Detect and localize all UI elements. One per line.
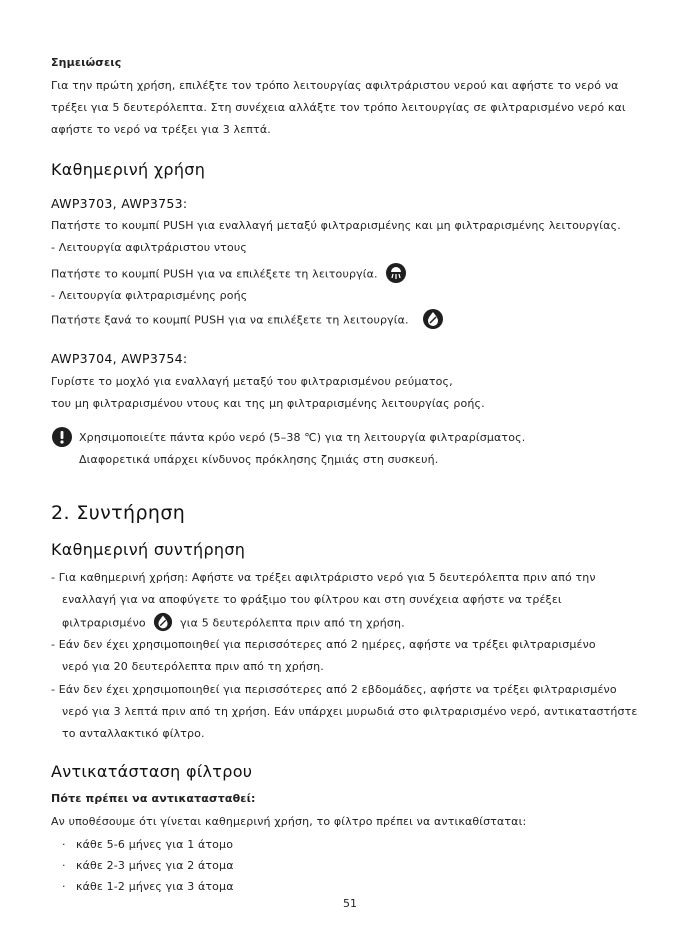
- body-text: για 5 δευτερόλεπτα πριν από τη χρήση.: [180, 616, 405, 630]
- list-item: · κάθε 2-3 μήνες για 2 άτομα: [62, 859, 234, 872]
- bullet: ·: [62, 880, 66, 893]
- unfiltered-shower-icon: [385, 262, 407, 287]
- body-text: Γυρίστε το μοχλό για εναλλαγή μεταξύ του φιλτραρισμένου ρεύματος,: [51, 375, 453, 388]
- sub-heading: Καθημερινή συντήρηση: [51, 540, 246, 559]
- warning-text: Χρησιμοποιείτε πάντα κρύο νερό (5–38 ℃) για τη λειτουργία φιλτραρίσματος.: [79, 431, 526, 444]
- models-heading: AWP3704, AWP3754:: [51, 351, 188, 366]
- body-line-with-icon: [62, 612, 405, 635]
- body-text: νερό για 3 λεπτά πριν από τη χρήση. Εάν υπάρχει μυρωδιά στο φιλτραρισμένο νερό, αντικαταστήστε: [62, 705, 638, 718]
- body-text: - Εάν δεν έχει χρησιμοποιηθεί για περισσότερες από 2 ημέρες, αφήστε να τρέξει φιλτραρισμένο: [51, 638, 596, 651]
- notes-line: αφήστε το νερό να τρέξει για 3 λεπτά.: [51, 123, 271, 136]
- body-text: - Εάν δεν έχει χρησιμοποιηθεί για περισσότερες από 2 εβδομάδες, αφήστε να τρέξει φιλτραρισμένο: [51, 683, 617, 696]
- warning-icon: [51, 426, 73, 451]
- body-text: Πατήστε το κουμπί PUSH για να επιλέξετε τη λειτουργία.: [51, 267, 378, 281]
- bullet: ·: [62, 859, 66, 872]
- notes-title: Σημειώσεις: [51, 56, 122, 69]
- filter-replacement-heading: Αντικατάσταση φίλτρου: [51, 762, 253, 781]
- body-text: νερό για 20 δευτερόλεπτα πριν από τη χρήση.: [62, 660, 324, 673]
- body-text: του μη φιλτραρισμένου ντους και της μη φιλτραρισμένης λειτουργίας ροής.: [51, 397, 485, 410]
- warning-text: Διαφορετικά υπάρχει κίνδυνος πρόκλησης ζημιάς στη συσκευή.: [79, 453, 439, 466]
- body-line-with-icon: [51, 308, 444, 333]
- question-heading: Πότε πρέπει να αντικατασταθεί:: [51, 792, 256, 805]
- body-text: το ανταλλακτικό φίλτρο.: [62, 727, 205, 740]
- section-heading: 2. Συντήρηση: [51, 502, 186, 524]
- body-text: - Λειτουργία αφιλτράριστου ντους: [51, 241, 247, 254]
- daily-use-heading: Καθημερινή χρήση: [51, 160, 206, 179]
- body-line-with-icon: [51, 262, 407, 287]
- body-text: Πατήστε το κουμπί PUSH για εναλλαγή μεταξύ φιλτραρισμένης και μη φιλτραρισμένης λειτουργίας.: [51, 219, 621, 232]
- bullet: ·: [62, 838, 66, 851]
- notes-line: τρέξει για 5 δευτερόλεπτα. Στη συνέχεια αλλάξτε τον τρόπο λειτουργίας σε φιλτραρισμένο νερό και: [51, 101, 626, 114]
- body-text: Αν υποθέσουμε ότι γίνεται καθημερινή χρήση, το φίλτρο πρέπει να αντικαθίσταται:: [51, 815, 527, 828]
- list-item: · κάθε 5-6 μήνες για 1 άτομο: [62, 838, 234, 851]
- filtered-flow-icon: [422, 308, 444, 333]
- filtered-flow-icon: [153, 612, 173, 635]
- body-text: Πατήστε ξανά το κουμπί PUSH για να επιλέξετε τη λειτουργία.: [51, 313, 409, 327]
- notes-line: Για την πρώτη χρήση, επιλέξτε τον τρόπο λειτουργίας αφιλτράριστου νερού και αφήστε το νερό να: [51, 79, 619, 92]
- models-heading: AWP3703, AWP3753:: [51, 196, 188, 211]
- body-text: - Για καθημερινή χρήση: Αφήστε να τρέξει αφιλτράριστο νερό για 5 δευτερόλεπτα πριν από την: [51, 571, 596, 584]
- body-text: εναλλαγή για να αποφύγετε το φράξιμο του φίλτρου και στη συνέχεια αφήστε να τρέξει: [62, 593, 562, 606]
- body-text: - Λειτουργία φιλτραρισμένης ροής: [51, 289, 248, 302]
- body-text: φιλτραρισμένο: [62, 616, 146, 630]
- page-number: 51: [343, 897, 357, 910]
- list-item: · κάθε 1-2 μήνες για 3 άτομα: [62, 880, 234, 893]
